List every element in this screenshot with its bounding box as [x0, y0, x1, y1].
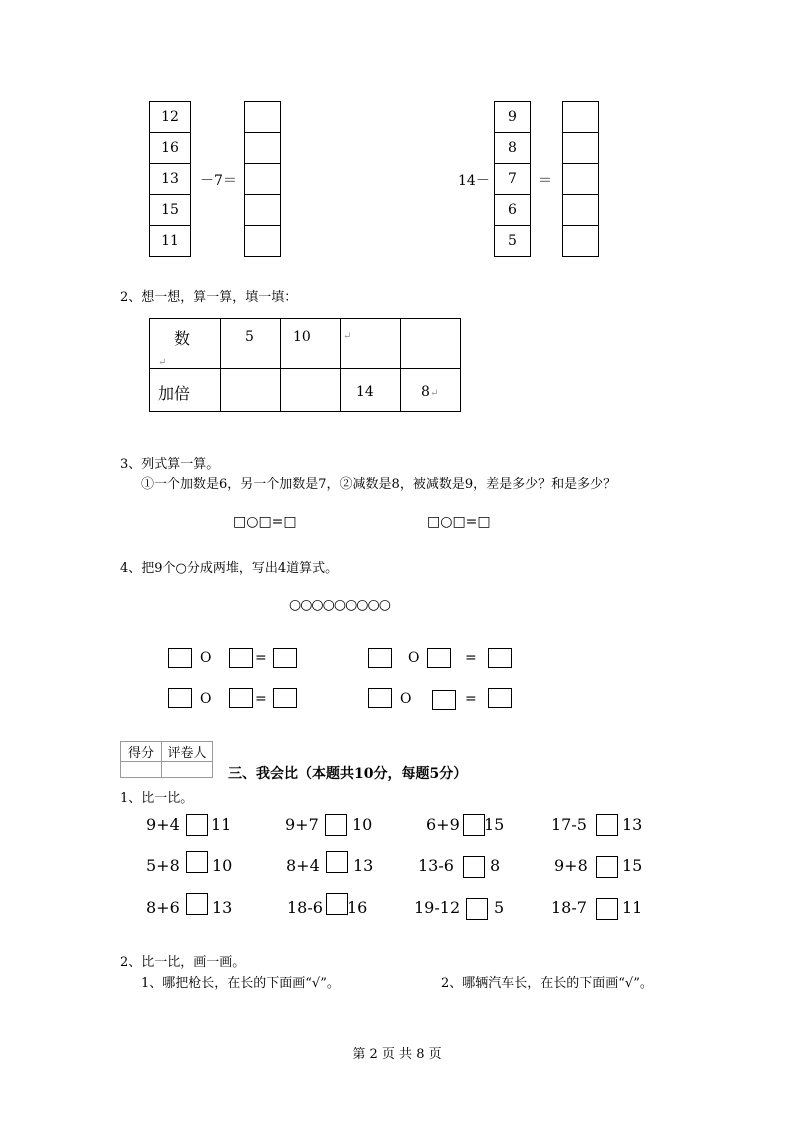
q2-cell[interactable] — [221, 369, 281, 412]
compare-left: 8+6 — [146, 898, 180, 917]
compare-left: 6+9 — [426, 815, 460, 834]
compare-left: 8+4 — [286, 856, 320, 875]
q2-row2-label: 加倍 — [158, 384, 191, 403]
q4-answer-box[interactable] — [273, 688, 297, 708]
q2-cell[interactable] — [341, 319, 401, 369]
q1-left-cell: 11 — [149, 225, 191, 257]
q1-right-equals: ＝ — [538, 173, 552, 189]
compare-box[interactable] — [325, 814, 347, 836]
q1-left-cell: 15 — [149, 194, 191, 226]
compare-box[interactable] — [596, 856, 618, 878]
q1-left-cell: 13 — [149, 163, 191, 195]
section3-sub2-b: 2、哪辆汽车长，在长的下面画“√”。 — [441, 976, 653, 991]
compare-right: 13 — [622, 815, 643, 834]
compare-box[interactable] — [463, 856, 485, 878]
return-mark-icon: ↵ — [158, 357, 167, 368]
compare-right: 16 — [347, 898, 368, 917]
section3-sub1: 1、比一比。 — [120, 791, 194, 806]
return-mark-icon: ↵ — [343, 331, 352, 342]
q2-title: 2、想一想，算一算，填一填： — [120, 290, 298, 305]
q4-op: O — [200, 650, 212, 666]
score-label-cell — [121, 742, 162, 762]
answer-box[interactable] — [562, 225, 599, 257]
q4-answer-box[interactable] — [368, 688, 392, 708]
answer-box[interactable] — [244, 194, 281, 226]
compare-right: 5 — [494, 898, 505, 917]
compare-box[interactable] — [466, 898, 488, 920]
q4-op: O — [408, 650, 420, 666]
page-footer: 第 2 页 共 8 页 — [352, 1047, 442, 1062]
compare-left: 19-12 — [414, 898, 461, 917]
q1-right-cell: 7 — [494, 163, 531, 195]
score-box — [120, 741, 213, 778]
compare-left: 9+8 — [554, 856, 588, 875]
compare-left: 9+4 — [146, 815, 180, 834]
compare-right: 15 — [622, 856, 643, 875]
q2-cell — [221, 319, 281, 369]
q3-formula-left[interactable]: □○□=□ — [233, 514, 297, 530]
compare-box[interactable] — [186, 814, 208, 836]
q2-cell — [341, 369, 401, 412]
q4-answer-box[interactable] — [488, 688, 512, 708]
section3-sub2-a: 1、哪把枪长，在长的下面画“√”。 — [141, 976, 340, 991]
compare-right: 15 — [484, 815, 505, 834]
q2-value: 14 — [356, 384, 374, 400]
answer-box[interactable] — [562, 194, 599, 226]
compare-right: 11 — [211, 815, 232, 834]
q2-value: 8 — [421, 384, 430, 400]
q1-right-cell: 8 — [494, 132, 531, 164]
q4-circles: ○○○○○○○○○ — [289, 597, 390, 613]
q1-left-operator: －7＝ — [200, 173, 237, 189]
q3-formula-right[interactable]: □○□=□ — [427, 514, 491, 530]
q2-cell[interactable] — [401, 319, 461, 369]
reviewer-label: 评卷人 — [167, 746, 207, 761]
q1-left-cell: 12 — [149, 101, 191, 133]
compare-right: 13 — [212, 898, 233, 917]
q2-row1-label-cell — [150, 319, 221, 369]
compare-right: 8 — [490, 856, 501, 875]
q4-answer-box[interactable] — [168, 648, 192, 668]
q4-answer-box[interactable] — [229, 648, 253, 668]
compare-box[interactable] — [186, 893, 208, 915]
compare-right: 13 — [353, 856, 374, 875]
q2-value: 10 — [293, 329, 311, 345]
q4-answer-box[interactable] — [168, 688, 192, 708]
score-label: 得分 — [127, 746, 154, 761]
q4-equals: = — [465, 691, 477, 707]
reviewer-input-cell[interactable] — [162, 762, 213, 778]
q4-answer-box[interactable] — [273, 648, 297, 668]
answer-box[interactable] — [244, 101, 281, 133]
section3-title: 三、我会比（本题共10分，每题5分） — [228, 766, 468, 782]
return-mark-icon: ↵ — [430, 388, 439, 399]
compare-left: 13-6 — [418, 856, 454, 875]
q2-cell — [281, 319, 341, 369]
compare-left: 5+8 — [146, 856, 180, 875]
compare-box[interactable] — [186, 851, 208, 873]
q4-answer-box[interactable] — [229, 688, 253, 708]
compare-box[interactable] — [596, 898, 618, 920]
q4-title: 4、把9个○分成两堆，写出4道算式。 — [120, 561, 339, 576]
q2-row2-label-cell — [150, 369, 221, 412]
compare-right: 10 — [212, 856, 233, 875]
compare-box[interactable] — [463, 814, 485, 836]
q4-equals: = — [255, 691, 267, 707]
q4-op: O — [400, 691, 412, 707]
q2-table — [149, 318, 461, 412]
q3-title: 3、列式算一算。 — [120, 457, 220, 472]
compare-left: 9+7 — [285, 815, 319, 834]
answer-box[interactable] — [562, 132, 599, 164]
q4-answer-box[interactable] — [368, 648, 392, 668]
reviewer-label-cell — [162, 742, 213, 762]
compare-left: 18-6 — [287, 898, 323, 917]
compare-box[interactable] — [596, 814, 618, 836]
answer-box[interactable] — [244, 225, 281, 257]
q4-answer-box[interactable] — [488, 648, 512, 668]
q1-right-cell: 9 — [494, 101, 531, 133]
compare-right: 11 — [622, 898, 643, 917]
answer-box[interactable] — [244, 132, 281, 164]
q4-answer-box[interactable] — [432, 690, 456, 710]
q2-row1-label: 数 — [174, 329, 191, 348]
compare-right: 10 — [352, 815, 373, 834]
compare-left: 17-5 — [551, 815, 587, 834]
q4-equals: = — [255, 650, 267, 666]
q4-answer-box[interactable] — [427, 648, 451, 668]
q4-equals: = — [465, 650, 477, 666]
q2-cell[interactable] — [281, 369, 341, 412]
answer-box[interactable] — [562, 163, 599, 195]
score-input-cell[interactable] — [121, 762, 162, 778]
q2-value: 5 — [245, 329, 254, 345]
q1-right-cell: 5 — [494, 225, 531, 257]
q4-op: O — [200, 691, 212, 707]
answer-box[interactable] — [244, 163, 281, 195]
compare-left: 18-7 — [551, 898, 587, 917]
compare-box[interactable] — [326, 893, 348, 915]
q1-left-cell: 16 — [149, 132, 191, 164]
q2-cell — [401, 369, 461, 412]
q1-right-prefix: 14－ — [458, 173, 490, 189]
q3-body: ①一个加数是6，另一个加数是7，②减数是8，被减数是9，差是多少？和是多少？ — [141, 477, 617, 492]
compare-box[interactable] — [326, 851, 348, 873]
section3-sub2: 2、比一比，画一画。 — [120, 955, 246, 970]
answer-box[interactable] — [562, 101, 599, 133]
q1-right-cell: 6 — [494, 194, 531, 226]
